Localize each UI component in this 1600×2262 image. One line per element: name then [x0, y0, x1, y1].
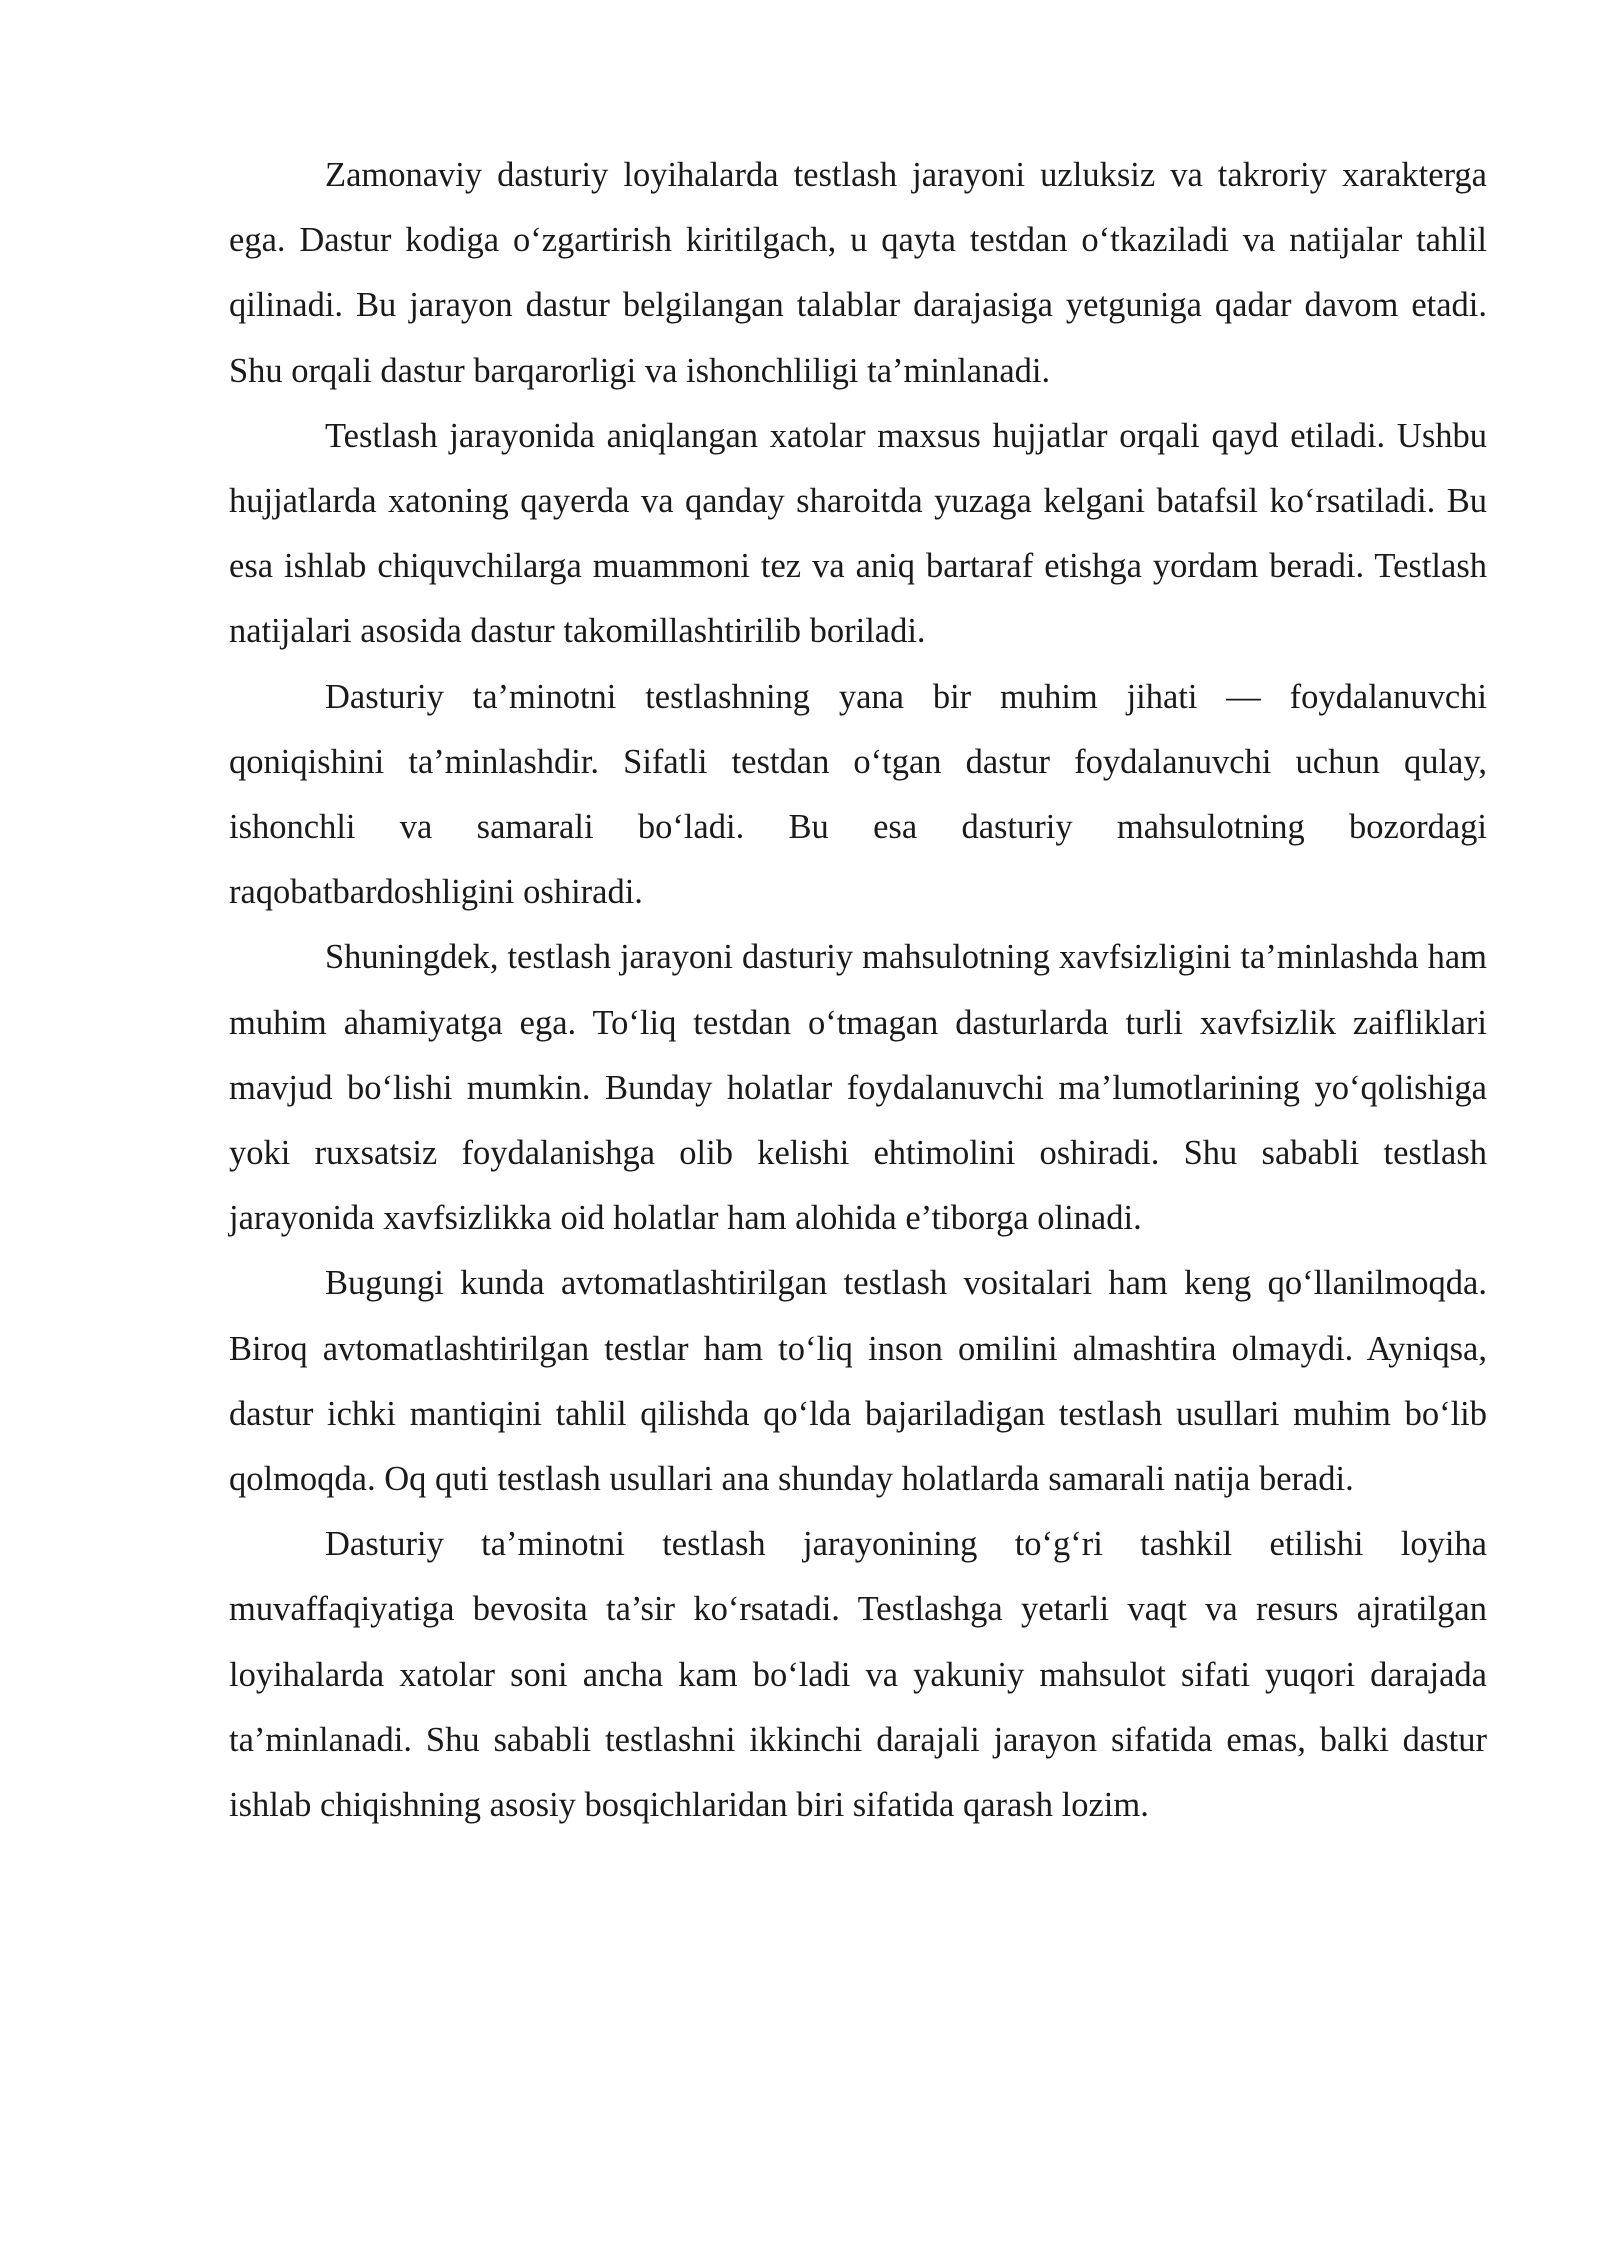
document-body	[229, 143, 1487, 1838]
paragraph-3: Dasturiy ta’minotni testlashning yana bir muhim jihati — foydalanuvchi qoniqishini ta’minlashdir. Sifatli testdan o‘tgan dastur foydalanuvchi uchun qulay, ishonchli va samarali bo‘ladi. Bu esa dasturiy mahsulotning bozordagi raqobatbardoshligini oshiradi.	[229, 677, 1487, 912]
paragraph-6: Dasturiy ta’minotni testlash jarayonining to‘g‘ri tashkil etilishi loyiha muvaffaqiyatiga bevosita ta’sir ko‘rsatadi. Testlashga yetarli vaqt va resurs ajratilgan loyihalarda xatolar soni ancha kam bo‘ladi va yakuniy mahsulot sifati yuqori darajada ta’minlanadi. Shu sababli testlashni ikkinchi darajali jarayon sifatida emas, balki dastur ishlab chiqishning asosiy bosqichlaridan biri sifatida qarash lozim.	[229, 1525, 1487, 1825]
paragraph-1: Zamonaviy dasturiy loyihalarda testlash jarayoni uzluksiz va takroriy xarakterga ega. Dastur kodiga o‘zgartirish kiritilgach, u qayta testdan o‘tkaziladi va natijalar tahlil qilinadi. Bu jarayon dastur belgilangan talablar darajasiga yetguniga qadar davom etadi. Shu orqali dastur barqarorligi va ishonchliligi ta’minlanadi.	[229, 156, 1487, 390]
paragraph-2: Testlash jarayonida aniqlangan xatolar maxsus hujjatlar orqali qayd etiladi. Ushbu hujjatlarda xatoning qayerda va qanday sharoitda yuzaga kelgani batafsil ko‘rsatiladi. Bu esa ishlab chiquvchilarga muammoni tez va aniq bartaraf etishga yordam beradi. Testlash natijalari asosida dastur takomillashtirilib boriladi.	[229, 416, 1487, 651]
paragraph-5: Bugungi kunda avtomatlashtirilgan testlash vositalari ham keng qo‘llanilmoqda. Biroq avtomatlashtirilgan testlar ham to‘liq inson omilini almashtira olmaydi. Ayniqsa, dastur ichki mantiqini tahlil qilishda qo‘lda bajariladigan testlash usullari muhim bo‘lib qolmoqda. Oq quti testlash usullari ana shunday holatlarda samarali natija beradi.	[229, 1264, 1487, 1499]
paragraph-4: Shuningdek, testlash jarayoni dasturiy mahsulotning xavfsizligini ta’minlashda ham muhim ahamiyatga ega. To‘liq testdan o‘tmagan dasturlarda turli xavfsizlik zaifliklari mavjud bo‘lishi mumkin. Bunday holatlar foydalanuvchi ma’lumotlarining yo‘qolishiga yoki ruxsatsiz foydalanishga olib kelishi ehtimolini oshiradi. Shu sababli testlash jarayonida xavfsizlikka oid holatlar ham alohida e’tiborga olinadi.	[229, 938, 1487, 1238]
